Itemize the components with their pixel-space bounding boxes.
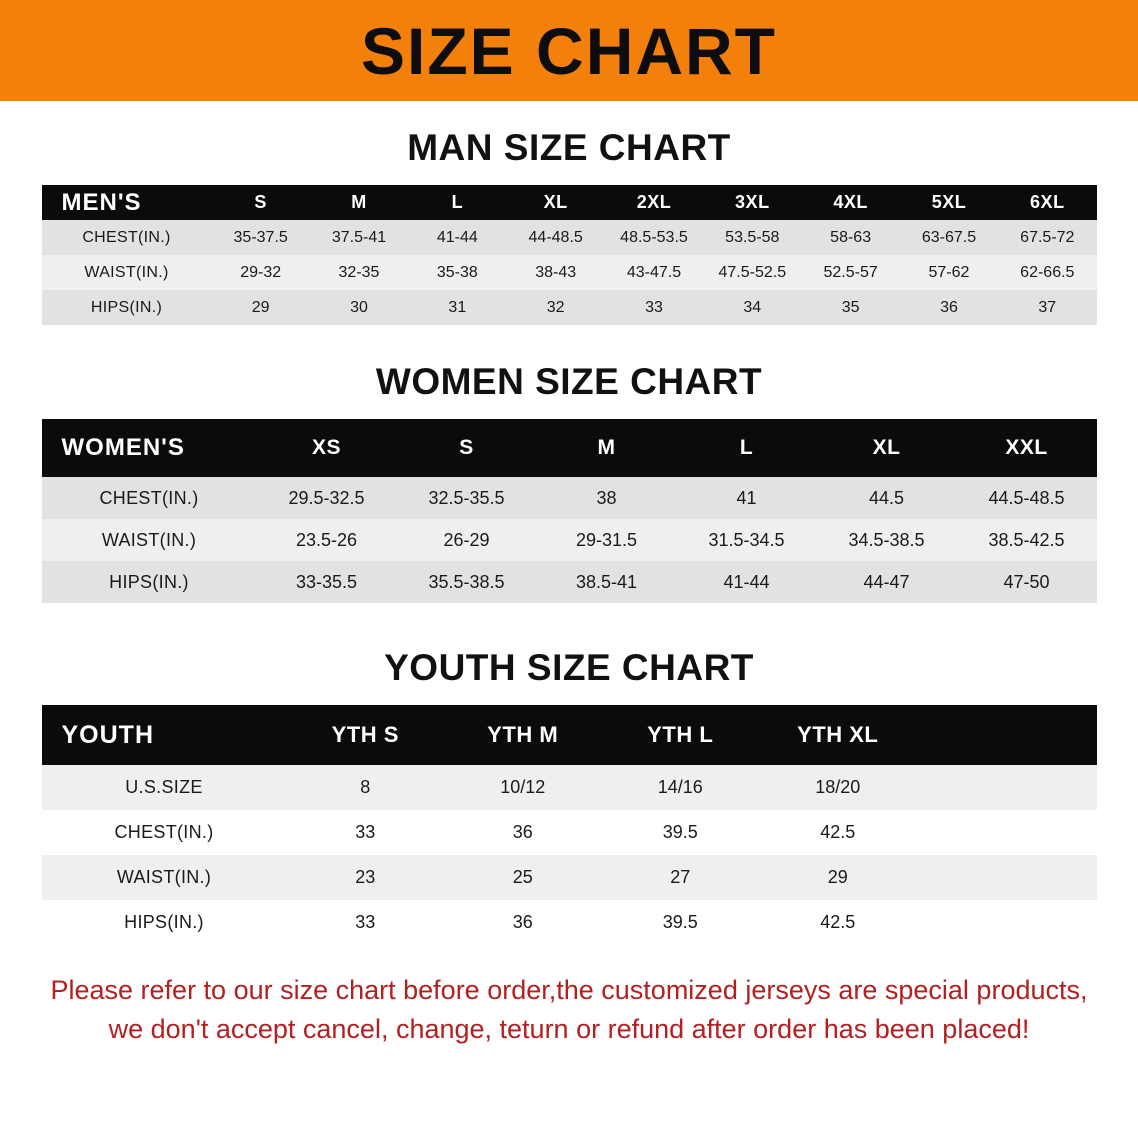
- disclaimer-line-2: we don't accept cancel, change, teturn or refund after order has been placed!: [108, 1014, 1030, 1045]
- men-cell-2-3: 32: [506, 290, 604, 325]
- men-corner-label: MEN'S: [61, 188, 142, 216]
- table-header-row: [42, 185, 1097, 220]
- women-cell-1-3: 31.5-34.5: [677, 519, 817, 561]
- banner: [0, 0, 1138, 101]
- women-cell-2-1: 35.5-38.5: [397, 561, 537, 603]
- disclaimer-line-1: Please refer to our size chart before order,the customized jerseys are special products,: [50, 975, 1088, 1005]
- women-size-col-4: XL: [872, 436, 901, 459]
- women-cell-0-0: 29.5-32.5: [257, 477, 397, 519]
- youth-table-wrap: [42, 705, 1097, 945]
- men-size-col-2: L: [451, 192, 464, 212]
- youth-cell-1-0: 33: [287, 810, 445, 855]
- men-cell-2-0: 29: [212, 290, 310, 325]
- women-corner-label: WOMEN'S: [61, 434, 185, 461]
- women-cell-1-2: 29-31.5: [537, 519, 677, 561]
- youth-size-table: [42, 705, 1097, 945]
- women-cell-0-3: 41: [677, 477, 817, 519]
- men-cell-0-2: 41-44: [408, 220, 506, 255]
- men-size-col-3: XL: [543, 192, 568, 212]
- table-row: [42, 900, 1097, 945]
- youth-cell-0-1: 10/12: [444, 765, 602, 810]
- men-cell-0-4: 48.5-53.5: [605, 220, 703, 255]
- women-row-label-0: CHEST(IN.): [42, 477, 257, 519]
- women-cell-2-5: 47-50: [957, 561, 1097, 603]
- men-cell-1-3: 38-43: [506, 255, 604, 290]
- men-size-col-0: S: [254, 192, 267, 212]
- women-size-col-3: L: [739, 436, 754, 459]
- youth-cell-2-3: 29: [759, 855, 917, 900]
- table-row: [42, 290, 1097, 325]
- youth-size-col-empty: [917, 705, 1097, 765]
- men-size-col-7: 5XL: [931, 192, 967, 212]
- table-row: [42, 561, 1097, 603]
- men-cell-1-1: 32-35: [310, 255, 408, 290]
- men-table-head: [42, 185, 1097, 220]
- women-section-title: WOMEN SIZE CHART: [375, 361, 763, 402]
- youth-cell-3-1: 36: [444, 900, 602, 945]
- men-table-body: [42, 220, 1097, 325]
- men-cell-1-4: 43-47.5: [605, 255, 703, 290]
- youth-cell-0-2: 14/16: [602, 765, 760, 810]
- women-table-head: [42, 419, 1097, 477]
- men-cell-1-2: 35-38: [408, 255, 506, 290]
- women-cell-1-5: 38.5-42.5: [957, 519, 1097, 561]
- women-table-wrap: [42, 419, 1097, 603]
- man-table-wrap: [42, 185, 1097, 325]
- women-table-body: [42, 477, 1097, 603]
- women-cell-0-4: 44.5: [817, 477, 957, 519]
- youth-cell-3-3: 42.5: [759, 900, 917, 945]
- table-row: [42, 519, 1097, 561]
- men-cell-1-5: 47.5-52.5: [703, 255, 801, 290]
- youth-cell-0-3: 18/20: [759, 765, 917, 810]
- women-cell-2-2: 38.5-41: [537, 561, 677, 603]
- men-cell-0-6: 58-63: [801, 220, 899, 255]
- man-section-title: MAN SIZE CHART: [407, 127, 731, 168]
- women-cell-2-4: 44-47: [817, 561, 957, 603]
- youth-cell-3-0: 33: [287, 900, 445, 945]
- disclaimer-note: [39, 971, 1099, 1049]
- men-cell-1-8: 62-66.5: [998, 255, 1096, 290]
- women-cell-0-2: 38: [537, 477, 677, 519]
- women-cell-0-5: 44.5-48.5: [957, 477, 1097, 519]
- men-cell-0-1: 37.5-41: [310, 220, 408, 255]
- men-size-col-6: 4XL: [833, 192, 868, 212]
- youth-row-label-2: WAIST(IN.): [42, 855, 287, 900]
- men-cell-2-6: 35: [801, 290, 899, 325]
- men-cell-1-6: 52.5-57: [801, 255, 899, 290]
- youth-cell-3-4: [917, 900, 1097, 945]
- youth-cell-2-0: 23: [287, 855, 445, 900]
- youth-cell-3-2: 39.5: [602, 900, 760, 945]
- men-cell-0-3: 44-48.5: [506, 220, 604, 255]
- youth-cell-1-3: 42.5: [759, 810, 917, 855]
- women-size-col-0: XS: [311, 436, 341, 459]
- youth-cell-0-4: [917, 765, 1097, 810]
- table-header-row: [42, 705, 1097, 765]
- men-cell-2-1: 30: [310, 290, 408, 325]
- youth-cell-2-1: 25: [444, 855, 602, 900]
- men-cell-2-5: 34: [703, 290, 801, 325]
- women-size-col-1: S: [459, 436, 474, 459]
- youth-row-label-0: U.S.SIZE: [42, 765, 287, 810]
- women-cell-1-0: 23.5-26: [257, 519, 397, 561]
- women-cell-2-3: 41-44: [677, 561, 817, 603]
- men-cell-0-5: 53.5-58: [703, 220, 801, 255]
- table-row: [42, 255, 1097, 290]
- youth-row-label-3: HIPS(IN.): [42, 900, 287, 945]
- men-cell-2-4: 33: [605, 290, 703, 325]
- youth-cell-2-4: [917, 855, 1097, 900]
- women-row-label-1: WAIST(IN.): [42, 519, 257, 561]
- table-row: [42, 477, 1097, 519]
- youth-section-title: YOUTH SIZE CHART: [384, 647, 754, 688]
- men-size-col-5: 3XL: [735, 192, 770, 212]
- youth-row-label-1: CHEST(IN.): [42, 810, 287, 855]
- men-cell-2-2: 31: [408, 290, 506, 325]
- youth-cell-1-1: 36: [444, 810, 602, 855]
- youth-cell-1-4: [917, 810, 1097, 855]
- youth-size-col-1: YTH M: [487, 722, 559, 747]
- men-row-label-2: HIPS(IN.): [42, 290, 212, 325]
- men-cell-0-0: 35-37.5: [212, 220, 310, 255]
- youth-corner-label: YOUTH: [61, 720, 154, 749]
- youth-table-head: [42, 705, 1097, 765]
- men-cell-1-0: 29-32: [212, 255, 310, 290]
- women-size-table: [42, 419, 1097, 603]
- women-cell-1-4: 34.5-38.5: [817, 519, 957, 561]
- men-size-col-8: 6XL: [1030, 192, 1065, 212]
- men-cell-0-8: 67.5-72: [998, 220, 1096, 255]
- men-cell-2-7: 36: [900, 290, 998, 325]
- youth-cell-0-0: 8: [287, 765, 445, 810]
- table-row: [42, 855, 1097, 900]
- men-size-table: [42, 185, 1097, 325]
- youth-cell-2-2: 27: [602, 855, 760, 900]
- men-cell-1-7: 57-62: [900, 255, 998, 290]
- youth-table-body: [42, 765, 1097, 945]
- youth-size-col-0: YTH S: [331, 722, 399, 747]
- table-row: [42, 765, 1097, 810]
- women-cell-1-1: 26-29: [397, 519, 537, 561]
- table-header-row: [42, 419, 1097, 477]
- men-cell-0-7: 63-67.5: [900, 220, 998, 255]
- table-row: [42, 810, 1097, 855]
- women-size-col-5: XXL: [1005, 436, 1048, 459]
- youth-size-col-3: YTH XL: [797, 722, 879, 747]
- men-size-col-1: M: [351, 192, 367, 212]
- table-row: [42, 220, 1097, 255]
- women-row-label-2: HIPS(IN.): [42, 561, 257, 603]
- women-cell-0-1: 32.5-35.5: [397, 477, 537, 519]
- women-size-col-2: M: [597, 436, 616, 459]
- men-cell-2-8: 37: [998, 290, 1096, 325]
- men-row-label-1: WAIST(IN.): [42, 255, 212, 290]
- men-row-label-0: CHEST(IN.): [42, 220, 212, 255]
- page-title: SIZE CHART: [361, 13, 777, 88]
- men-size-col-4: 2XL: [636, 192, 672, 212]
- youth-size-col-2: YTH L: [647, 722, 714, 747]
- women-cell-2-0: 33-35.5: [257, 561, 397, 603]
- youth-cell-1-2: 39.5: [602, 810, 760, 855]
